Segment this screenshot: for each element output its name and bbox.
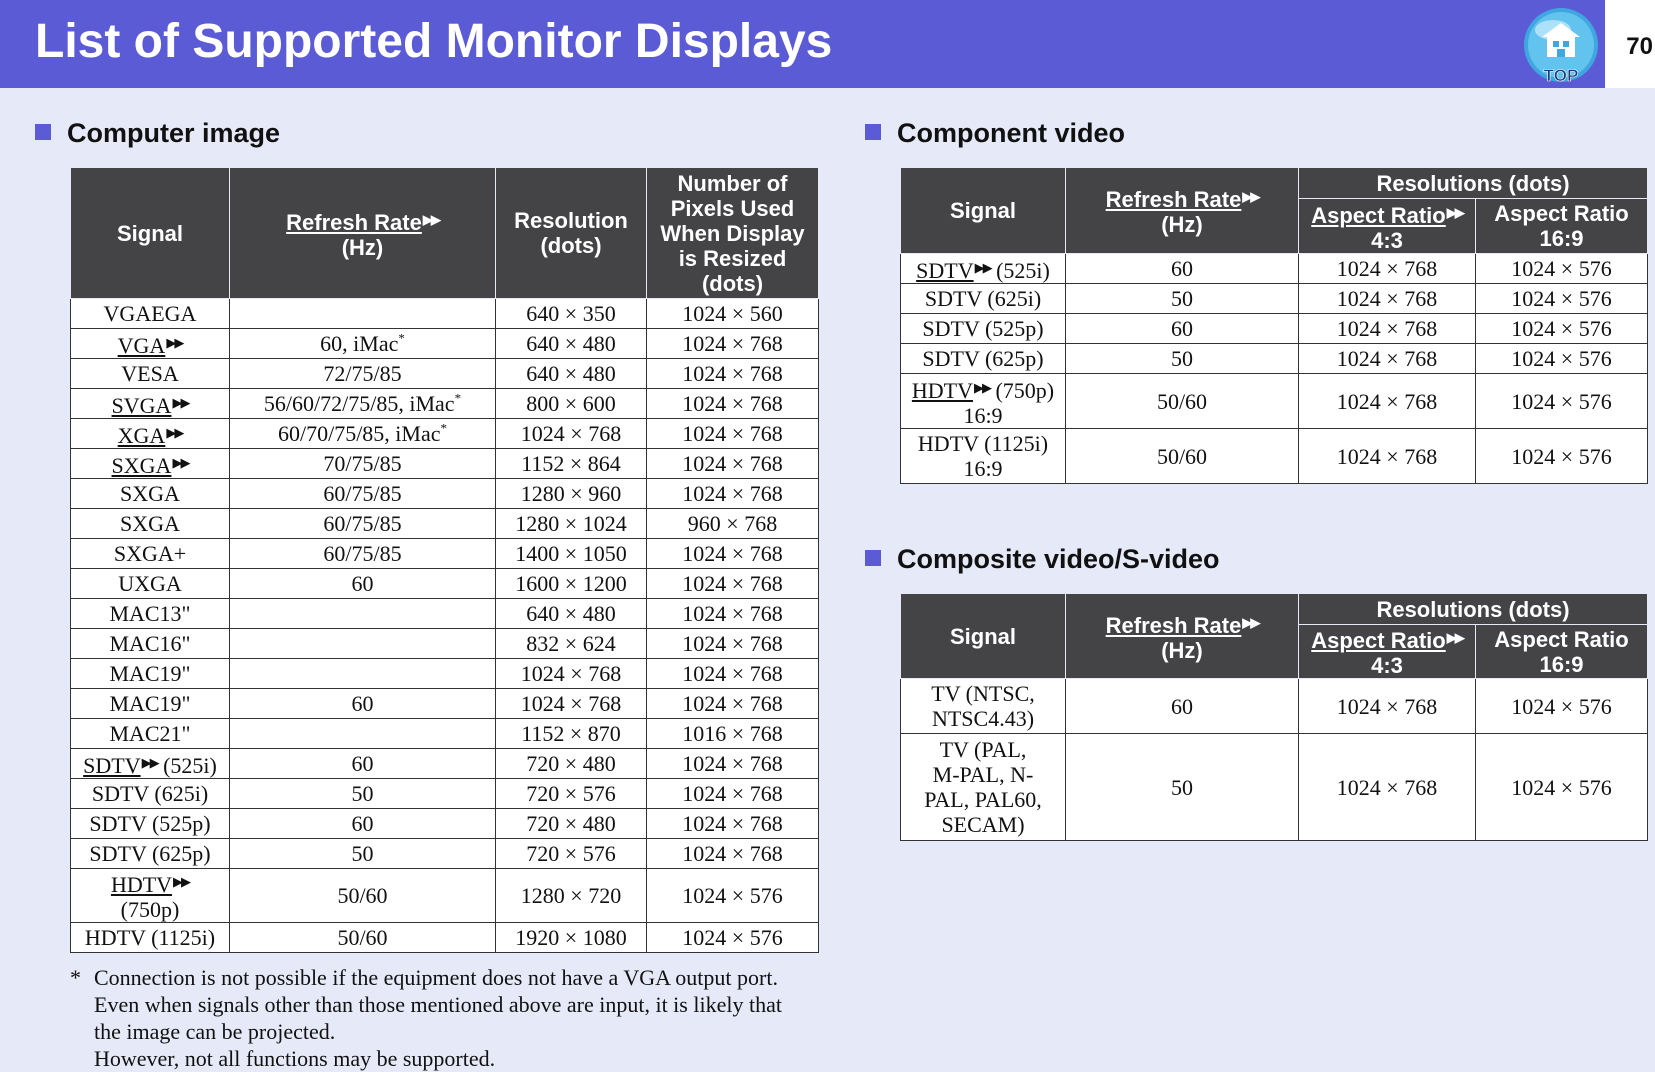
resolution-169-cell: 1024 × 576	[1476, 374, 1648, 429]
table-row	[71, 689, 819, 719]
signal-cell: HDTV (1125i) 16:9	[901, 429, 1066, 484]
refresh-cell	[230, 599, 496, 629]
signal-cell: MAC13"	[71, 599, 230, 629]
refresh-cell: 60	[230, 569, 496, 599]
arrow-icon: ▶▶	[1446, 630, 1463, 645]
refresh-cell: 60/75/85	[230, 509, 496, 539]
footnote	[70, 964, 820, 1072]
pixels-cell: 1024 × 768	[647, 359, 819, 389]
resolution-43-cell: 1024 × 768	[1299, 429, 1476, 484]
refresh-cell: 60	[1066, 314, 1299, 344]
signal-cell: MAC21"	[71, 719, 230, 749]
resolution-cell: 1152 × 864	[496, 449, 647, 479]
refresh-cell: 72/75/85	[230, 359, 496, 389]
resolution-cell: 800 × 600	[496, 389, 647, 419]
table-row	[901, 679, 1648, 734]
table-row	[71, 359, 819, 389]
signal-cell: VGAEGA	[71, 299, 230, 329]
refresh-cell	[230, 659, 496, 689]
vga-link[interactable]: VGA	[117, 332, 166, 358]
signal-cell: SDTV (625p)	[71, 839, 230, 869]
signal-cell: SDTV▶▶ (525i)	[901, 254, 1066, 284]
table-row	[71, 449, 819, 479]
aspect-ratio-link[interactable]: Aspect Ratio	[1311, 628, 1446, 653]
signal-cell: HDTV (1125i)	[71, 923, 230, 953]
aspect-43-header: Aspect Ratio▶▶ 4:3	[1299, 625, 1476, 679]
resolution-cell: 720 × 480	[496, 749, 647, 779]
resolution-cell: 1024 × 768	[496, 419, 647, 449]
resolution-cell: 640 × 480	[496, 599, 647, 629]
pixels-cell: 1024 × 768	[647, 389, 819, 419]
pixels-cell: 1016 × 768	[647, 719, 819, 749]
signal-cell: SDTV (625i)	[901, 284, 1066, 314]
signal-header: Signal	[901, 168, 1066, 254]
signal-cell: SXGA	[71, 479, 230, 509]
resolution-169-cell: 1024 × 576	[1476, 344, 1648, 374]
signal-header: Signal	[71, 168, 230, 299]
signal-header: Signal	[901, 594, 1066, 679]
signal-cell: HDTV▶▶ (750p)	[71, 869, 230, 923]
pixels-header: Number of Pixels Used When Display is Resized (dots)	[647, 168, 819, 299]
arrow-icon: ▶▶	[166, 424, 183, 440]
table-row	[901, 734, 1648, 841]
footnote-line: However, not all functions may be supported.	[94, 1046, 496, 1071]
resolution-cell: 640 × 350	[496, 299, 647, 329]
arrow-icon: ▶▶	[1446, 204, 1463, 220]
resolution-169-cell: 1024 × 576	[1476, 429, 1648, 484]
refresh-cell: 50/60	[1066, 374, 1299, 429]
page-title: List of Supported Monitor Displays	[35, 15, 833, 68]
refresh-cell: 50	[230, 779, 496, 809]
refresh-unit: (Hz)	[341, 234, 384, 260]
refresh-cell: 70/75/85	[230, 449, 496, 479]
signal-cell: SDTV (625p)	[901, 344, 1066, 374]
table-row	[71, 923, 819, 953]
pixels-cell: 1024 × 768	[647, 599, 819, 629]
signal-cell: SDTV (525p)	[901, 314, 1066, 344]
resolution-cell: 1920 × 1080	[496, 923, 647, 953]
refresh-rate-link[interactable]: Refresh Rate	[1105, 187, 1242, 212]
resolution-cell: 640 × 480	[496, 359, 647, 389]
table-row	[71, 749, 819, 779]
table-row	[71, 479, 819, 509]
table-row	[901, 344, 1648, 374]
table-row	[71, 329, 819, 359]
signal-cell: SDTV (525p)	[71, 809, 230, 839]
footnote-line: Connection is not possible if the equipment does not have a VGA output port.	[94, 965, 778, 990]
arrow-icon: ▶▶	[973, 379, 990, 395]
aspect-43-header: Aspect Ratio▶▶ 4:3	[1299, 199, 1476, 254]
pixels-cell: 1024 × 768	[647, 839, 819, 869]
computer-title-text: Computer image	[67, 118, 281, 148]
pixels-cell: 1024 × 576	[647, 923, 819, 953]
table-row	[71, 539, 819, 569]
resolution-cell: 1400 × 1050	[496, 539, 647, 569]
page-header	[0, 0, 1605, 88]
signal-cell: SXGA+	[71, 539, 230, 569]
refresh-cell: 50	[230, 839, 496, 869]
refresh-cell: 50	[1066, 734, 1299, 841]
composite-section-title	[865, 546, 1220, 573]
resolution-cell: 1024 × 768	[496, 659, 647, 689]
sdtv-link[interactable]: SDTV	[916, 257, 974, 283]
arrow-icon: ▶▶	[172, 394, 189, 410]
arrow-icon: ▶▶	[172, 454, 189, 470]
table-row	[71, 419, 819, 449]
resolution-43-cell: 1024 × 768	[1299, 344, 1476, 374]
pixels-cell: 1024 × 768	[647, 779, 819, 809]
pixels-cell: 1024 × 768	[647, 419, 819, 449]
refresh-cell: 60/70/75/85, iMac*	[230, 419, 496, 449]
signal-cell: MAC19"	[71, 689, 230, 719]
refresh-cell: 60	[230, 689, 496, 719]
resolution-cell: 720 × 576	[496, 839, 647, 869]
resolution-169-cell: 1024 × 576	[1476, 284, 1648, 314]
signal-cell: MAC16"	[71, 629, 230, 659]
resolution-43-cell: 1024 × 768	[1299, 374, 1476, 429]
footnote-line: Even when signals other than those mentioned above are input, it is likely that	[94, 992, 782, 1017]
resolution-cell: 1152 × 870	[496, 719, 647, 749]
table-row	[71, 389, 819, 419]
pixels-cell: 1024 × 576	[647, 869, 819, 923]
component-title-text: Component video	[897, 118, 1125, 148]
resolution-169-cell: 1024 × 576	[1476, 734, 1648, 841]
signal-cell	[71, 449, 230, 479]
pixels-cell: 1024 × 768	[647, 659, 819, 689]
refresh-cell: 50	[1066, 344, 1299, 374]
page-number-box	[1605, 0, 1655, 88]
table-row	[71, 569, 819, 599]
arrow-icon: ▶▶	[1242, 189, 1259, 204]
refresh-header: Refresh Rate▶▶ (Hz)	[1066, 594, 1299, 679]
resolution-43-cell: 1024 × 768	[1299, 254, 1476, 284]
resolution-header: Resolution (dots)	[496, 168, 647, 299]
table-row	[71, 719, 819, 749]
composite-title-text: Composite video/S-video	[897, 544, 1220, 574]
table-row	[901, 429, 1648, 484]
arrow-icon: ▶▶	[422, 211, 439, 227]
refresh-header	[230, 168, 496, 299]
refresh-cell: 60	[1066, 254, 1299, 284]
resolution-cell: 1600 × 1200	[496, 569, 647, 599]
refresh-cell: 60/75/85	[230, 479, 496, 509]
svga-link[interactable]: SVGA	[111, 392, 172, 418]
aspect-ratio-link[interactable]: Aspect Ratio	[1311, 202, 1446, 228]
signal-cell: SXGA	[71, 509, 230, 539]
refresh-cell	[230, 629, 496, 659]
table-row	[71, 869, 819, 923]
resolution-43-cell: 1024 × 768	[1299, 734, 1476, 841]
signal-cell: VESA	[71, 359, 230, 389]
resolutions-header: Resolutions (dots)	[1299, 594, 1648, 625]
top-label: TOP	[1543, 66, 1579, 85]
page-number: 70	[1626, 33, 1653, 60]
table-row	[71, 839, 819, 869]
pixels-cell: 1024 × 768	[647, 329, 819, 359]
resolution-169-cell: 1024 × 576	[1476, 314, 1648, 344]
pixels-cell: 1024 × 768	[647, 809, 819, 839]
refresh-cell: 60	[230, 809, 496, 839]
arrow-icon: ▶▶	[173, 874, 190, 889]
resolution-cell: 1024 × 768	[496, 689, 647, 719]
refresh-rate-link[interactable]: Refresh Rate	[1105, 612, 1242, 638]
pixels-cell: 1024 × 768	[647, 539, 819, 569]
resolution-cell: 1280 × 1024	[496, 509, 647, 539]
refresh-header: Refresh Rate▶▶ (Hz)	[1066, 168, 1299, 254]
resolution-43-cell: 1024 × 768	[1299, 284, 1476, 314]
pixels-cell: 1024 × 560	[647, 299, 819, 329]
signal-cell: MAC19"	[71, 659, 230, 689]
refresh-cell: 56/60/72/75/85, iMac*	[230, 389, 496, 419]
table-row	[71, 509, 819, 539]
table-row	[71, 599, 819, 629]
signal-cell	[71, 419, 230, 449]
table-row	[901, 254, 1648, 284]
resolution-cell: 1280 × 960	[496, 479, 647, 509]
refresh-cell: 60	[230, 749, 496, 779]
signal-cell	[71, 329, 230, 359]
table-row	[901, 284, 1648, 314]
arrow-icon: ▶▶	[141, 754, 158, 770]
pixels-cell: 1024 × 768	[647, 449, 819, 479]
refresh-cell: 50/60	[1066, 429, 1299, 484]
table-row	[901, 314, 1648, 344]
refresh-cell: 60, iMac*	[230, 329, 496, 359]
computer-table	[70, 167, 819, 953]
resolutions-header: Resolutions (dots)	[1299, 168, 1648, 199]
signal-cell: UXGA	[71, 569, 230, 599]
footnote-mark: *	[454, 390, 462, 406]
table-row	[71, 659, 819, 689]
composite-table	[900, 593, 1648, 841]
table-row	[71, 809, 819, 839]
resolution-43-cell: 1024 × 768	[1299, 679, 1476, 734]
table-header-row	[901, 168, 1648, 199]
table-row	[71, 779, 819, 809]
hdtv-link[interactable]: HDTV	[110, 872, 173, 897]
refresh-cell: 50/60	[230, 923, 496, 953]
arrow-icon: ▶▶	[166, 334, 183, 350]
resolution-cell: 640 × 480	[496, 329, 647, 359]
signal-cell: TV (PAL, M-PAL, N- PAL, PAL60, SECAM)	[901, 734, 1066, 841]
table-header-row	[71, 168, 819, 299]
resolution-cell: 720 × 480	[496, 809, 647, 839]
signal-cell	[71, 389, 230, 419]
pixels-cell: 1024 × 768	[647, 479, 819, 509]
footnote-mark: *	[398, 330, 405, 346]
aspect-169-header: Aspect Ratio 16:9	[1476, 625, 1648, 679]
xga-link[interactable]: XGA	[117, 422, 166, 448]
resolution-cell: 832 × 624	[496, 629, 647, 659]
hdtv-link[interactable]: HDTV	[911, 377, 973, 403]
signal-cell: SDTV▶▶ (525i)	[71, 749, 230, 779]
resolution-169-cell: 1024 × 576	[1476, 679, 1648, 734]
bullet-icon	[865, 550, 881, 566]
sdtv-link[interactable]: SDTV	[83, 752, 141, 778]
footnote-mark: *	[440, 420, 448, 436]
computer-section-title	[35, 120, 280, 147]
table-row	[71, 299, 819, 329]
signal-cell: HDTV▶▶ (750p) 16:9	[901, 374, 1066, 429]
signal-cell: SDTV (625i)	[71, 779, 230, 809]
table-row	[71, 629, 819, 659]
component-section-title	[865, 120, 1125, 147]
signal-cell: TV (NTSC, NTSC4.43)	[901, 679, 1066, 734]
bullet-icon	[35, 124, 51, 140]
refresh-rate-link[interactable]: Refresh Rate	[286, 209, 422, 235]
bullet-icon	[865, 124, 881, 140]
table-row	[901, 374, 1648, 429]
refresh-cell: 60	[1066, 679, 1299, 734]
footnote-line: the image can be projected.	[94, 1019, 336, 1044]
refresh-cell: 50	[1066, 284, 1299, 314]
resolution-43-cell: 1024 × 768	[1299, 314, 1476, 344]
table-header-row	[901, 594, 1648, 625]
pixels-cell: 1024 × 768	[647, 689, 819, 719]
pixels-cell: 1024 × 768	[647, 569, 819, 599]
arrow-icon: ▶▶	[1242, 614, 1259, 630]
top-home-icon[interactable]	[1520, 4, 1602, 86]
arrow-icon: ▶▶	[974, 259, 991, 275]
refresh-cell: 60/75/85	[230, 539, 496, 569]
component-table	[900, 167, 1648, 484]
footnote-star: *	[70, 965, 81, 990]
pixels-cell: 960 × 768	[647, 509, 819, 539]
resolution-cell: 1280 × 720	[496, 869, 647, 923]
refresh-cell	[230, 299, 496, 329]
resolution-cell: 720 × 576	[496, 779, 647, 809]
refresh-cell	[230, 719, 496, 749]
resolution-169-cell: 1024 × 576	[1476, 254, 1648, 284]
aspect-169-header: Aspect Ratio 16:9	[1476, 199, 1648, 254]
sxga-link[interactable]: SXGA	[111, 452, 172, 478]
refresh-cell: 50/60	[230, 869, 496, 923]
pixels-cell: 1024 × 768	[647, 629, 819, 659]
pixels-cell: 1024 × 768	[647, 749, 819, 779]
